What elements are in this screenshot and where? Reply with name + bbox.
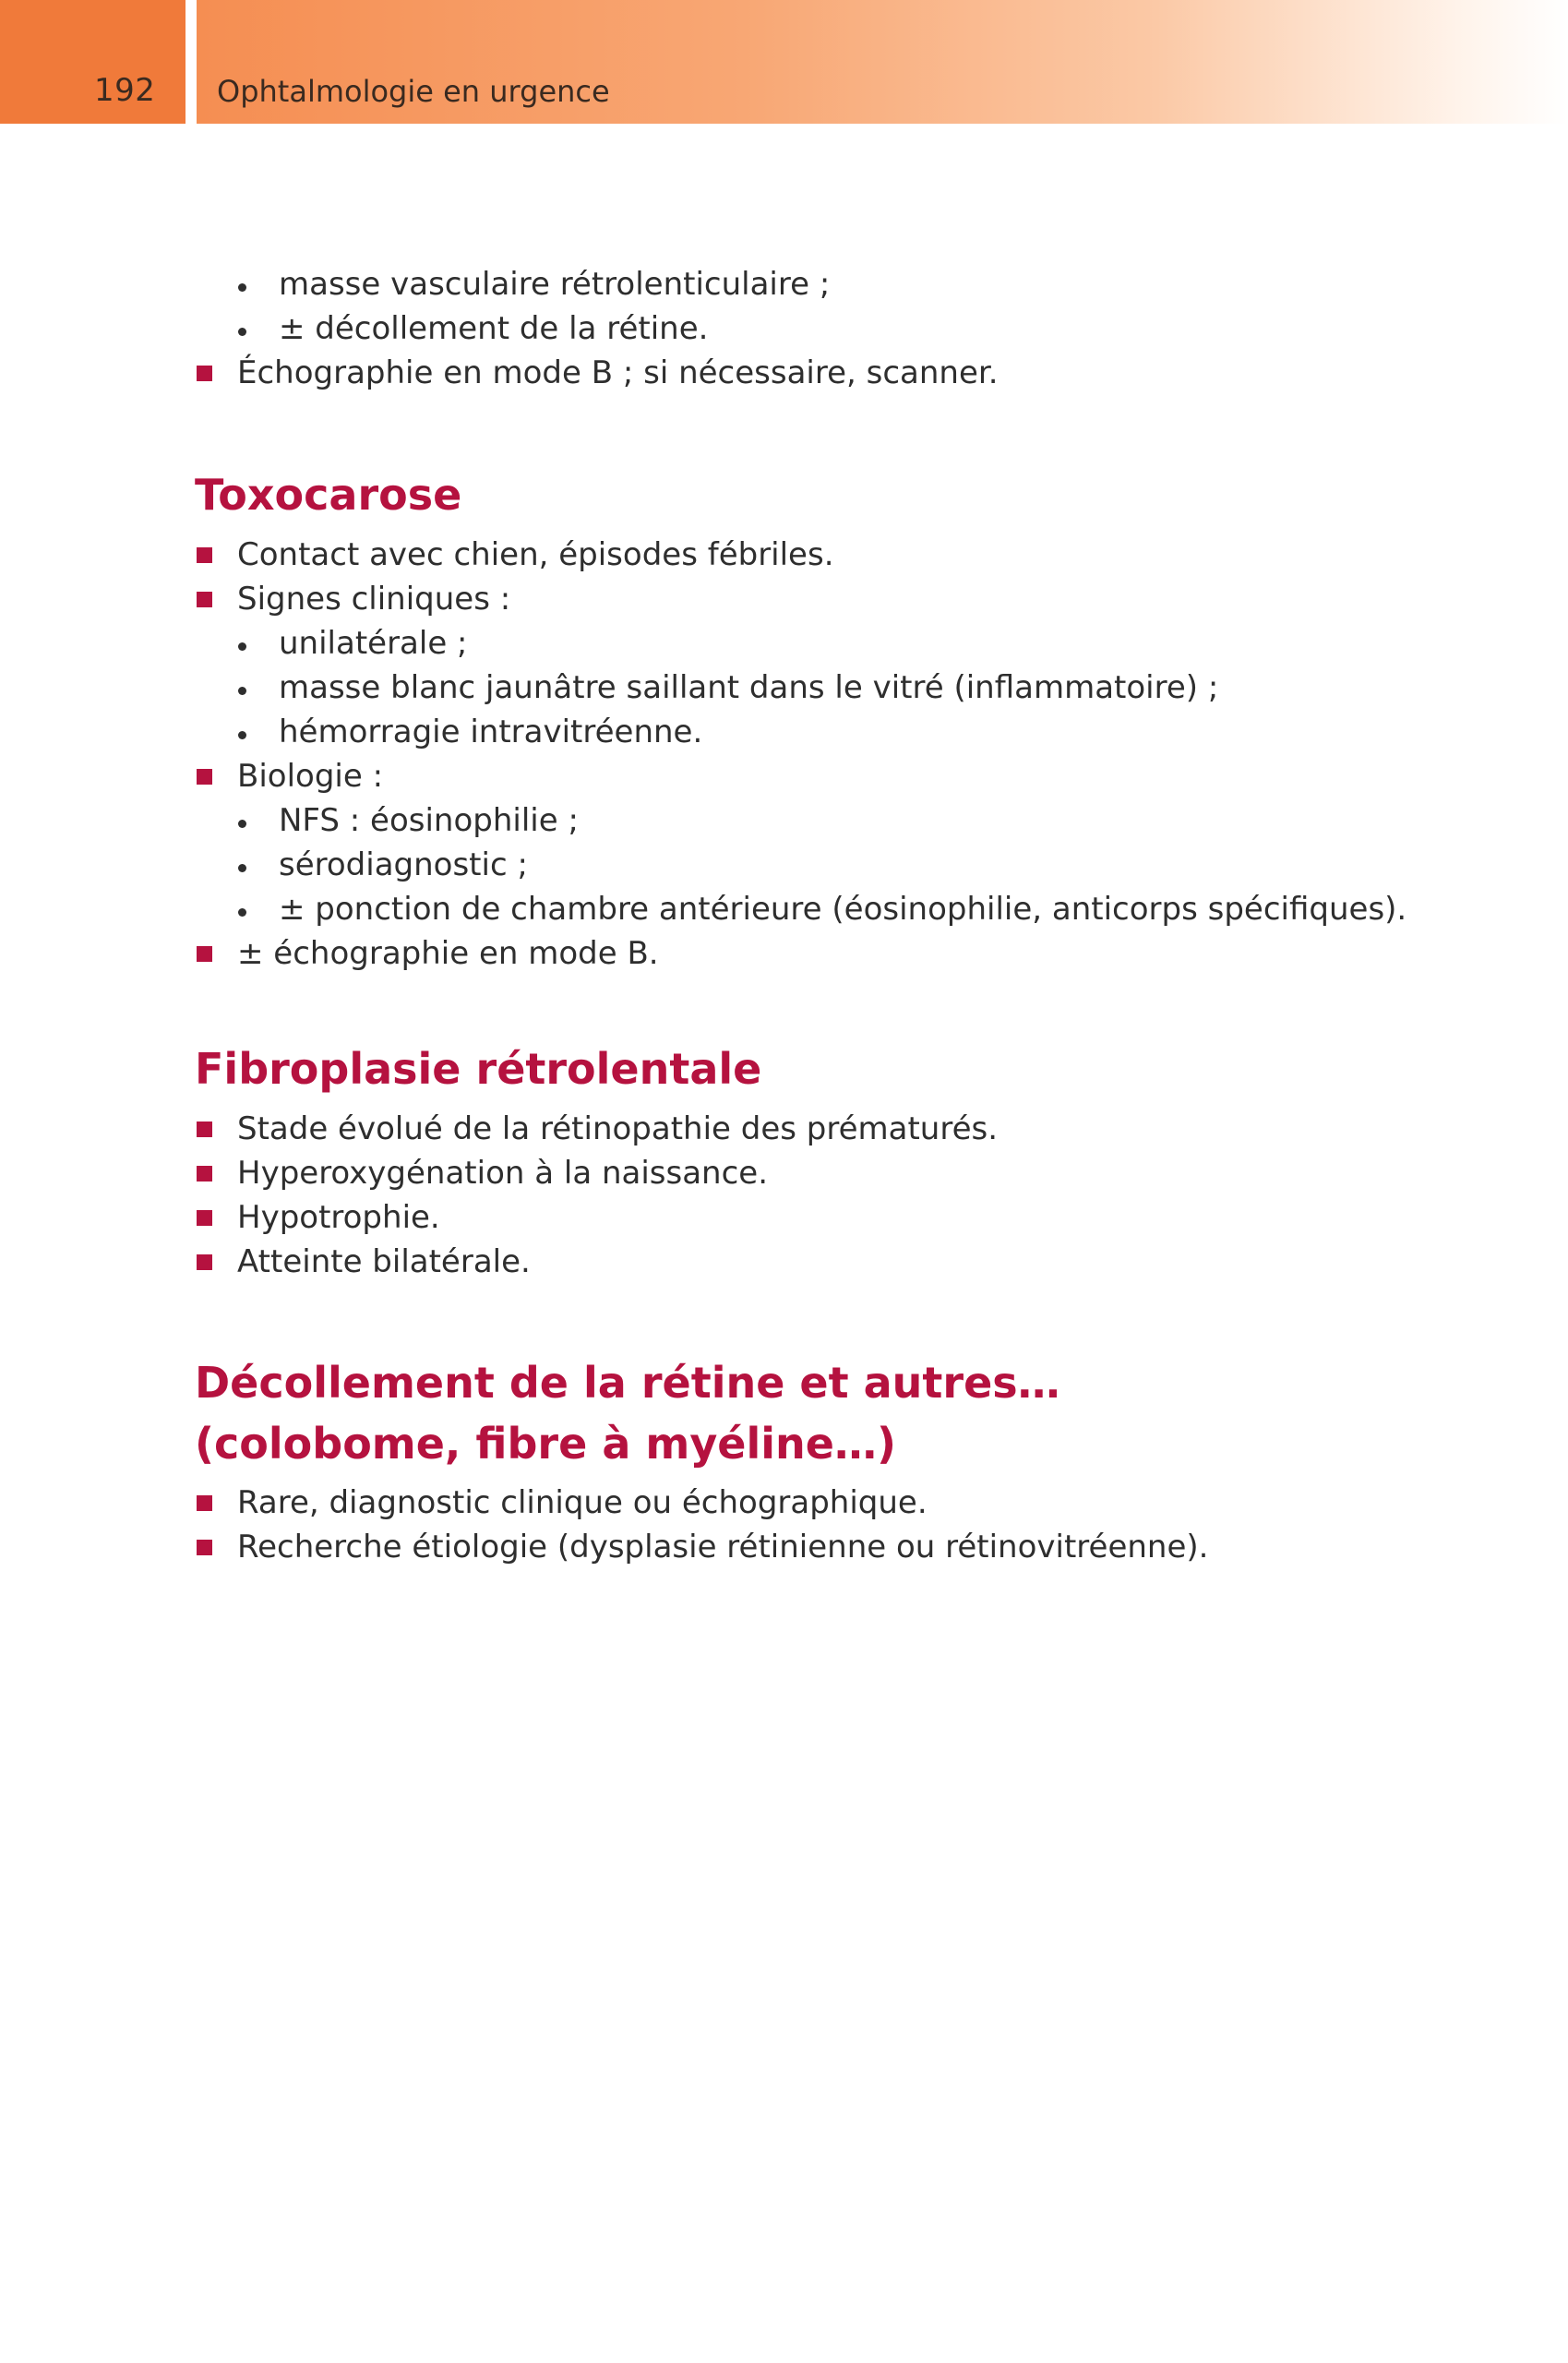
page-number: 192 [94,72,156,109]
bullet-square [197,946,212,962]
bullet-square [197,547,212,563]
bullet-square [197,1166,212,1182]
list-item: ± ponction de chambre antérieure (éosinophilie, anticorps spécifiques). [279,891,1407,928]
list-item: Atteinte bilatérale. [237,1243,531,1280]
section-heading-fibroplasie: Fibroplasie rétrolentale [195,1044,762,1094]
bullet-dot [238,864,246,872]
bullet-square [197,1495,212,1511]
section-heading-decollement: Décollement de la rétine et autres… [195,1358,1060,1408]
bullet-square [197,1254,212,1270]
list-item: ± échographie en mode B. [237,935,659,972]
bullet-dot [238,328,246,336]
bullet-square [197,592,212,607]
bullet-square [197,1122,212,1137]
list-item: sérodiagnostic ; [279,846,528,883]
section-heading-decollement-cont: (colobome, fibre à myéline…) [195,1419,897,1469]
page-number-box [0,0,186,124]
list-item: hémorragie intravitréenne. [279,714,703,750]
list-item: NFS : éosinophilie ; [279,802,579,839]
list-item: Contact avec chien, épisodes fébriles. [237,536,834,573]
list-item: Signes cliniques : [237,581,511,618]
page-header [0,0,1568,124]
list-item: masse vasculaire rétrolenticulaire ; [279,266,831,303]
bullet-dot [238,820,246,828]
running-title: Ophtalmologie en urgence [217,74,610,109]
section-heading-toxocarose: Toxocarose [195,470,462,520]
bullet-dot [238,687,246,695]
list-item: Recherche étiologie (dysplasie rétinienne ou rétinovitréenne). [237,1529,1209,1565]
list-item: Biologie : [237,758,384,795]
bullet-square [197,1540,212,1555]
bullet-dot [238,908,246,917]
list-item: ± décollement de la rétine. [279,310,709,347]
bullet-square [197,366,212,381]
list-item: unilatérale ; [279,625,468,662]
bullet-square [197,769,212,785]
list-item: Hyperoxygénation à la naissance. [237,1155,769,1192]
list-item: Échographie en mode B ; si nécessaire, scanner. [237,354,999,391]
list-item: Hypotrophie. [237,1199,440,1236]
bullet-square [197,1210,212,1226]
list-item: Rare, diagnostic clinique ou échographique. [237,1484,928,1521]
list-item: masse blanc jaunâtre saillant dans le vitré (inflammatoire) ; [279,669,1219,706]
bullet-dot [238,283,246,292]
bullet-dot [238,642,246,651]
list-item: Stade évolué de la rétinopathie des prématurés. [237,1110,999,1147]
bullet-dot [238,731,246,739]
